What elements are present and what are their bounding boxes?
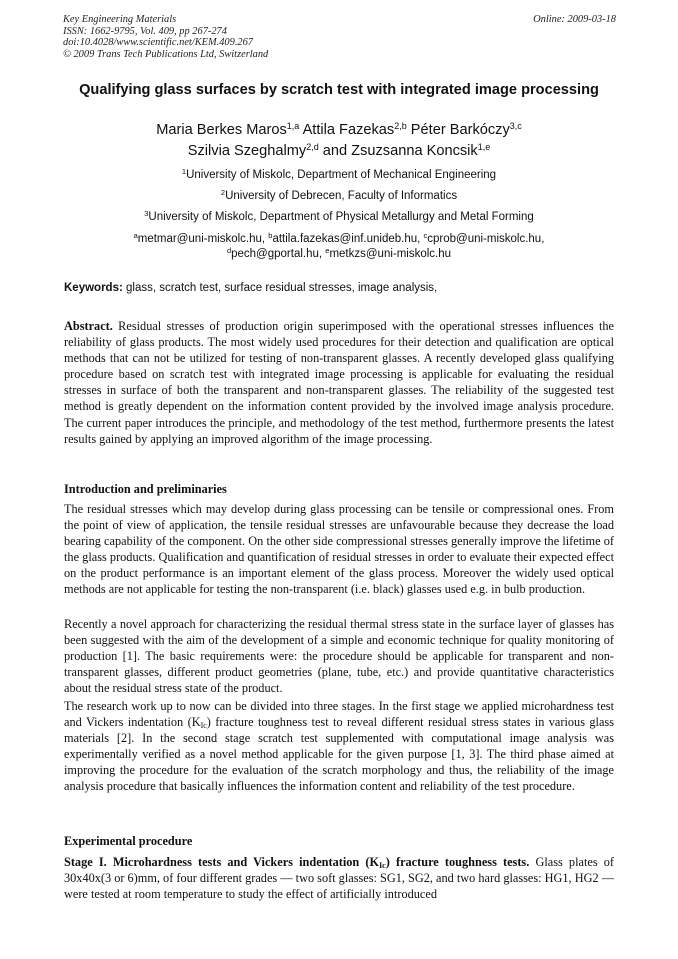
- affiliation-2: [40, 189, 638, 203]
- author-list: [60, 120, 618, 162]
- section-heading-experimental: Experimental procedure: [64, 834, 193, 848]
- intro-paragraph-2: [64, 616, 614, 696]
- author-sup: 1,e: [477, 142, 491, 152]
- subscript: Ic: [379, 861, 386, 870]
- stage-heading-part: ) fracture toughness tests.: [385, 855, 530, 869]
- email-line-2: [40, 247, 638, 261]
- affiliation-1: [40, 168, 638, 182]
- paragraph-text-part: ) fracture toughness test to reveal different residual stress states in various glass materials [2]. In the second stage scratch test supplemented with computational image analysis was experimentally verified as a novel method applicable for the given purpose [1, 3]. The third phase aimed at improving the procedure for the evaluation of the scratch morphology and thus, the reliability of the image analysis procedure that basically influences the information content and reliability of the test procedure.: [64, 715, 614, 794]
- affiliation-text: University of Miskolc, Department of Mechanical Engineering: [186, 169, 497, 181]
- email-link[interactable]: cprob@uni-miskolc.hu,: [427, 233, 545, 245]
- affiliation-text: University of Debrecen, Faculty of Informatics: [225, 190, 458, 202]
- author-line-1: [60, 120, 618, 141]
- author-sup: 2,b: [394, 121, 407, 131]
- author-name: Péter Barkóczy: [410, 122, 510, 138]
- affiliation-sup: 3: [144, 209, 149, 218]
- affiliation-sup: 1: [181, 167, 187, 176]
- author-sup: 1,a: [286, 121, 300, 131]
- keywords-text: glass, scratch test, surface residual stresses, image analysis,: [122, 282, 438, 294]
- paragraph-text: [64, 698, 614, 795]
- email-link[interactable]: attila.fazekas@inf.unideb.hu,: [272, 233, 424, 245]
- journal-name: Key Engineering Materials: [63, 14, 177, 25]
- abstract-text: Residual stresses of production origin superimposed with the operational stresses influences the reliability of glass products. The most widely used procedures for their detection and qualification are optical methods that can not be utilized for testing of non-transparent glasses. A recently developed glass qualifying procedure based on scratch test with integrated image processing is applicable for evaluating the residual stresses in surface of both the transparent and non-transparent glasses. The reliability of the suggested test method is greatly dependent on the information content provided by the involved image analysis procedure. The current paper introduces the principle, and methodology of the test method, furthermore presents the latest results gained by applying an improved algorithm of the image processing.: [64, 319, 618, 446]
- author-name: Attila Fazekas: [302, 122, 395, 138]
- affiliation-text: University of Miskolc, Department of Physical Metallurgy and Metal Forming: [148, 211, 534, 223]
- author-name: Zsuzsanna Koncsik: [351, 143, 478, 159]
- affiliation-3: [40, 210, 638, 224]
- section-heading-introduction: Introduction and preliminaries: [64, 482, 227, 496]
- paragraph-text: [64, 854, 618, 902]
- author-sup: 3,c: [509, 121, 522, 131]
- email-sup: d: [226, 246, 232, 255]
- keywords-label: Keywords:: [64, 282, 123, 294]
- abstract-block: [64, 318, 618, 447]
- copyright-line: © 2009 Trans Tech Publications Ltd, Switzerland: [63, 48, 269, 60]
- abstract-paragraph: [64, 318, 618, 447]
- paper-title: Qualifying glass surfaces by scratch test with integrated image processing: [79, 82, 599, 98]
- email-sup: a: [133, 231, 138, 240]
- affiliation-sup: 2: [220, 188, 226, 197]
- intro-paragraph-1: [64, 501, 614, 598]
- author-name: Maria Berkes Maros: [156, 122, 287, 138]
- abstract-label: Abstract.: [64, 319, 113, 333]
- email-sup: c: [423, 231, 428, 240]
- email-link[interactable]: metkzs@uni-miskolc.hu: [329, 248, 452, 260]
- paragraph-text: The residual stresses which may develop during glass processing can be tensile or compressional ones. From the point of view of application, the tensile residual stresses are unfavourable because they decrease the load bearing capability of the component. On the other side compressional stresses generally improve the lifetime of the glass products. Qualification and quantification of residual stresses in order to evaluate their expected effect on the product performance is an important element of the glass process. Moreover the widely used optical methods are not applicable for testing the non-transparent (i.e. black) glasses used e.g. in bulb production.: [64, 502, 614, 597]
- author-sup: 2,d: [306, 142, 319, 152]
- keywords-line: [64, 281, 614, 295]
- subscript: Ic: [200, 721, 207, 731]
- stage-heading-part: Stage I. Microhardness tests and Vickers indentation (K: [64, 855, 380, 869]
- stage-paragraph: [64, 854, 618, 902]
- email-sup: e: [325, 246, 330, 255]
- journal-header: [63, 14, 268, 60]
- stage-text: Glass plates of 30x40x(3 or 6)mm, of four different grades — two soft glasses: SG1, SG2, and two hard glasses: HG1, HG2 — were tested at room temperature to study the effect of artificially introduced: [64, 855, 618, 902]
- stage-heading: [64, 855, 529, 869]
- email-sup: b: [268, 231, 273, 240]
- email-link[interactable]: metmar@uni-miskolc.hu,: [137, 233, 269, 245]
- intro-paragraph-3: [64, 698, 614, 795]
- email-link[interactable]: pech@gportal.hu,: [231, 248, 326, 260]
- paragraph-text: Recently a novel approach for characterizing the residual thermal stress state in the surface layer of glasses has been suggested with the aim of the development of a simple and economic technique for quality monitoring of production [1]. The basic requirements were: the procedure should be applicable for transparent and non-transparent glasses, different product geometries (plane, tube, etc.) and provide quantitative characteristics about the residual stress state of the product.: [64, 617, 614, 696]
- author-line-2: [60, 141, 618, 162]
- paragraph-text-part: The research work up to now can be divided into three stages. In the first stage we applied microhardness test and Vickers indentation (K: [64, 699, 614, 730]
- author-separator: and: [318, 143, 352, 159]
- email-line-1: [40, 232, 638, 246]
- author-name: Szilvia Szeghalmy: [187, 143, 307, 159]
- issn-line: ISSN: 1662-9795, Vol. 409, pp 267-274: [63, 25, 227, 37]
- doi-line[interactable]: doi:10.4028/www.scientific.net/KEM.409.267: [63, 37, 253, 49]
- online-date: Online: 2009-03-18: [533, 14, 616, 25]
